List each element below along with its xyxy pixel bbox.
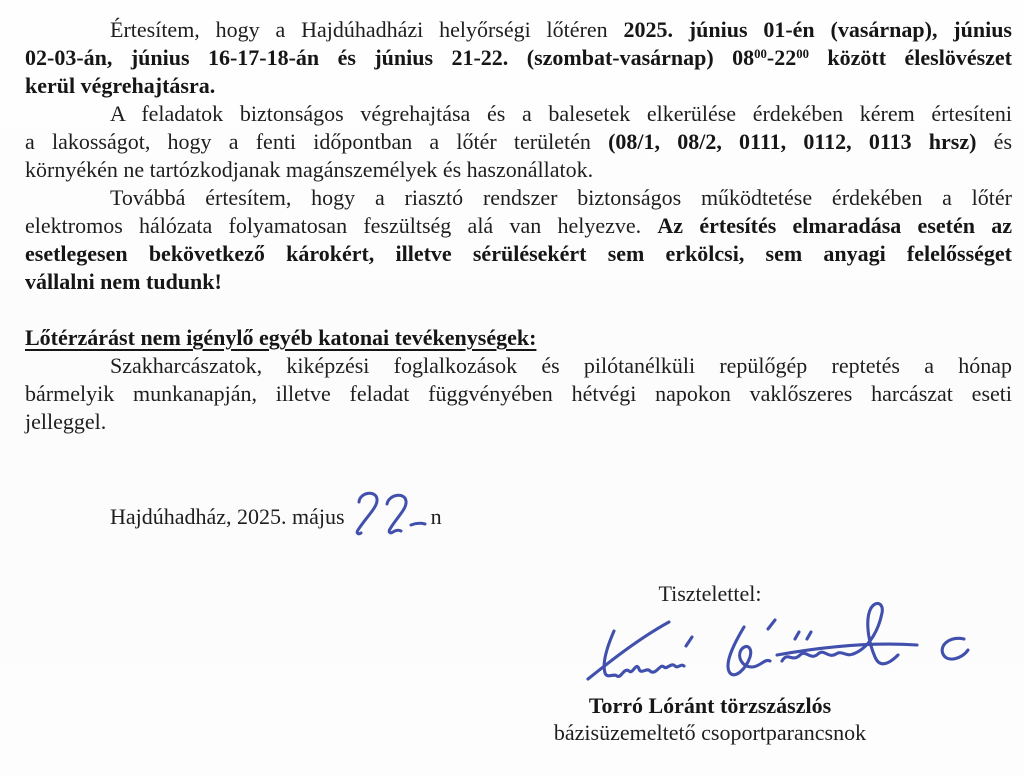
text-line: esetlegesen bekövetkező károkért, illetve sérülésekért sem erkölcsi, sem anyagi felelősséget [25, 241, 1012, 266]
paragraph-other-activities [25, 352, 1012, 436]
text-line: vállalni nem tudunk! [25, 269, 222, 294]
text-line: környékén ne tartózkodjanak magánszemélyek és haszonállatok. [25, 157, 594, 182]
text-line: elektromos hálózata folyamatosan feszültség alá van helyezve. Az értesítés elmaradása esetén az [25, 213, 1013, 238]
text-line: Értesítem, hogy a Hajdúhadházi helyőrségi lőtéren 2025. június 01-én (vasárnap), június [110, 17, 1012, 42]
text-line: kerül végrehajtásra. [25, 73, 216, 98]
section-heading-other-military-activities: Lőtérzárást nem igénylő egyéb katonai tevékenységek: [25, 325, 537, 350]
letter-body [25, 16, 1012, 436]
signer-name: Torró Lóránt törzszászlós [588, 693, 832, 718]
paragraph-live-fire-notice [25, 16, 1012, 100]
text-line: a lakosságot, hogy a fenti időpontban a lőtér területén (08/1, 08/2, 0111, 0112, 0113 hrsz) és [25, 129, 1012, 154]
text-line: Továbbá értesítem, hogy a riasztó rendszer biztonságos működtetése érdekében a lőtér [110, 185, 1012, 210]
signer-title: bázisüzemeltető csoportparancsnok [553, 720, 867, 745]
date-line [110, 489, 442, 539]
handwritten-day [351, 489, 427, 539]
paragraph-public-warning [25, 100, 1012, 184]
date-line-suffix: n [430, 504, 442, 529]
handwritten-signature [572, 599, 972, 689]
date-line-prefix: Hajdúhadház, 2025. május [110, 504, 345, 529]
closing-salutation: Tisztelettel: [658, 581, 762, 606]
text-line: jelleggel. [25, 409, 107, 434]
paragraph-alarm-liability [25, 184, 1012, 296]
text-line: A feladatok biztonságos végrehajtása és a balesetek elkerülése érdekében kérem értesíteni [110, 101, 1012, 126]
text-line: bármelyik munkanapján, illetve feladat függvényében hétvégi napokon vaklőszeres harcászat eseti [25, 381, 1012, 406]
text-line: 02-03-án, június 16-17-18-án és június 21-22. (szombat-vasárnap) $08^{00}-22^{00}$ között éleslövészet [25, 45, 1013, 70]
text-line: Szakharcászatok, kiképzési foglalkozások és pilótanélküli repülőgép reptetés a hónap [110, 353, 1012, 378]
